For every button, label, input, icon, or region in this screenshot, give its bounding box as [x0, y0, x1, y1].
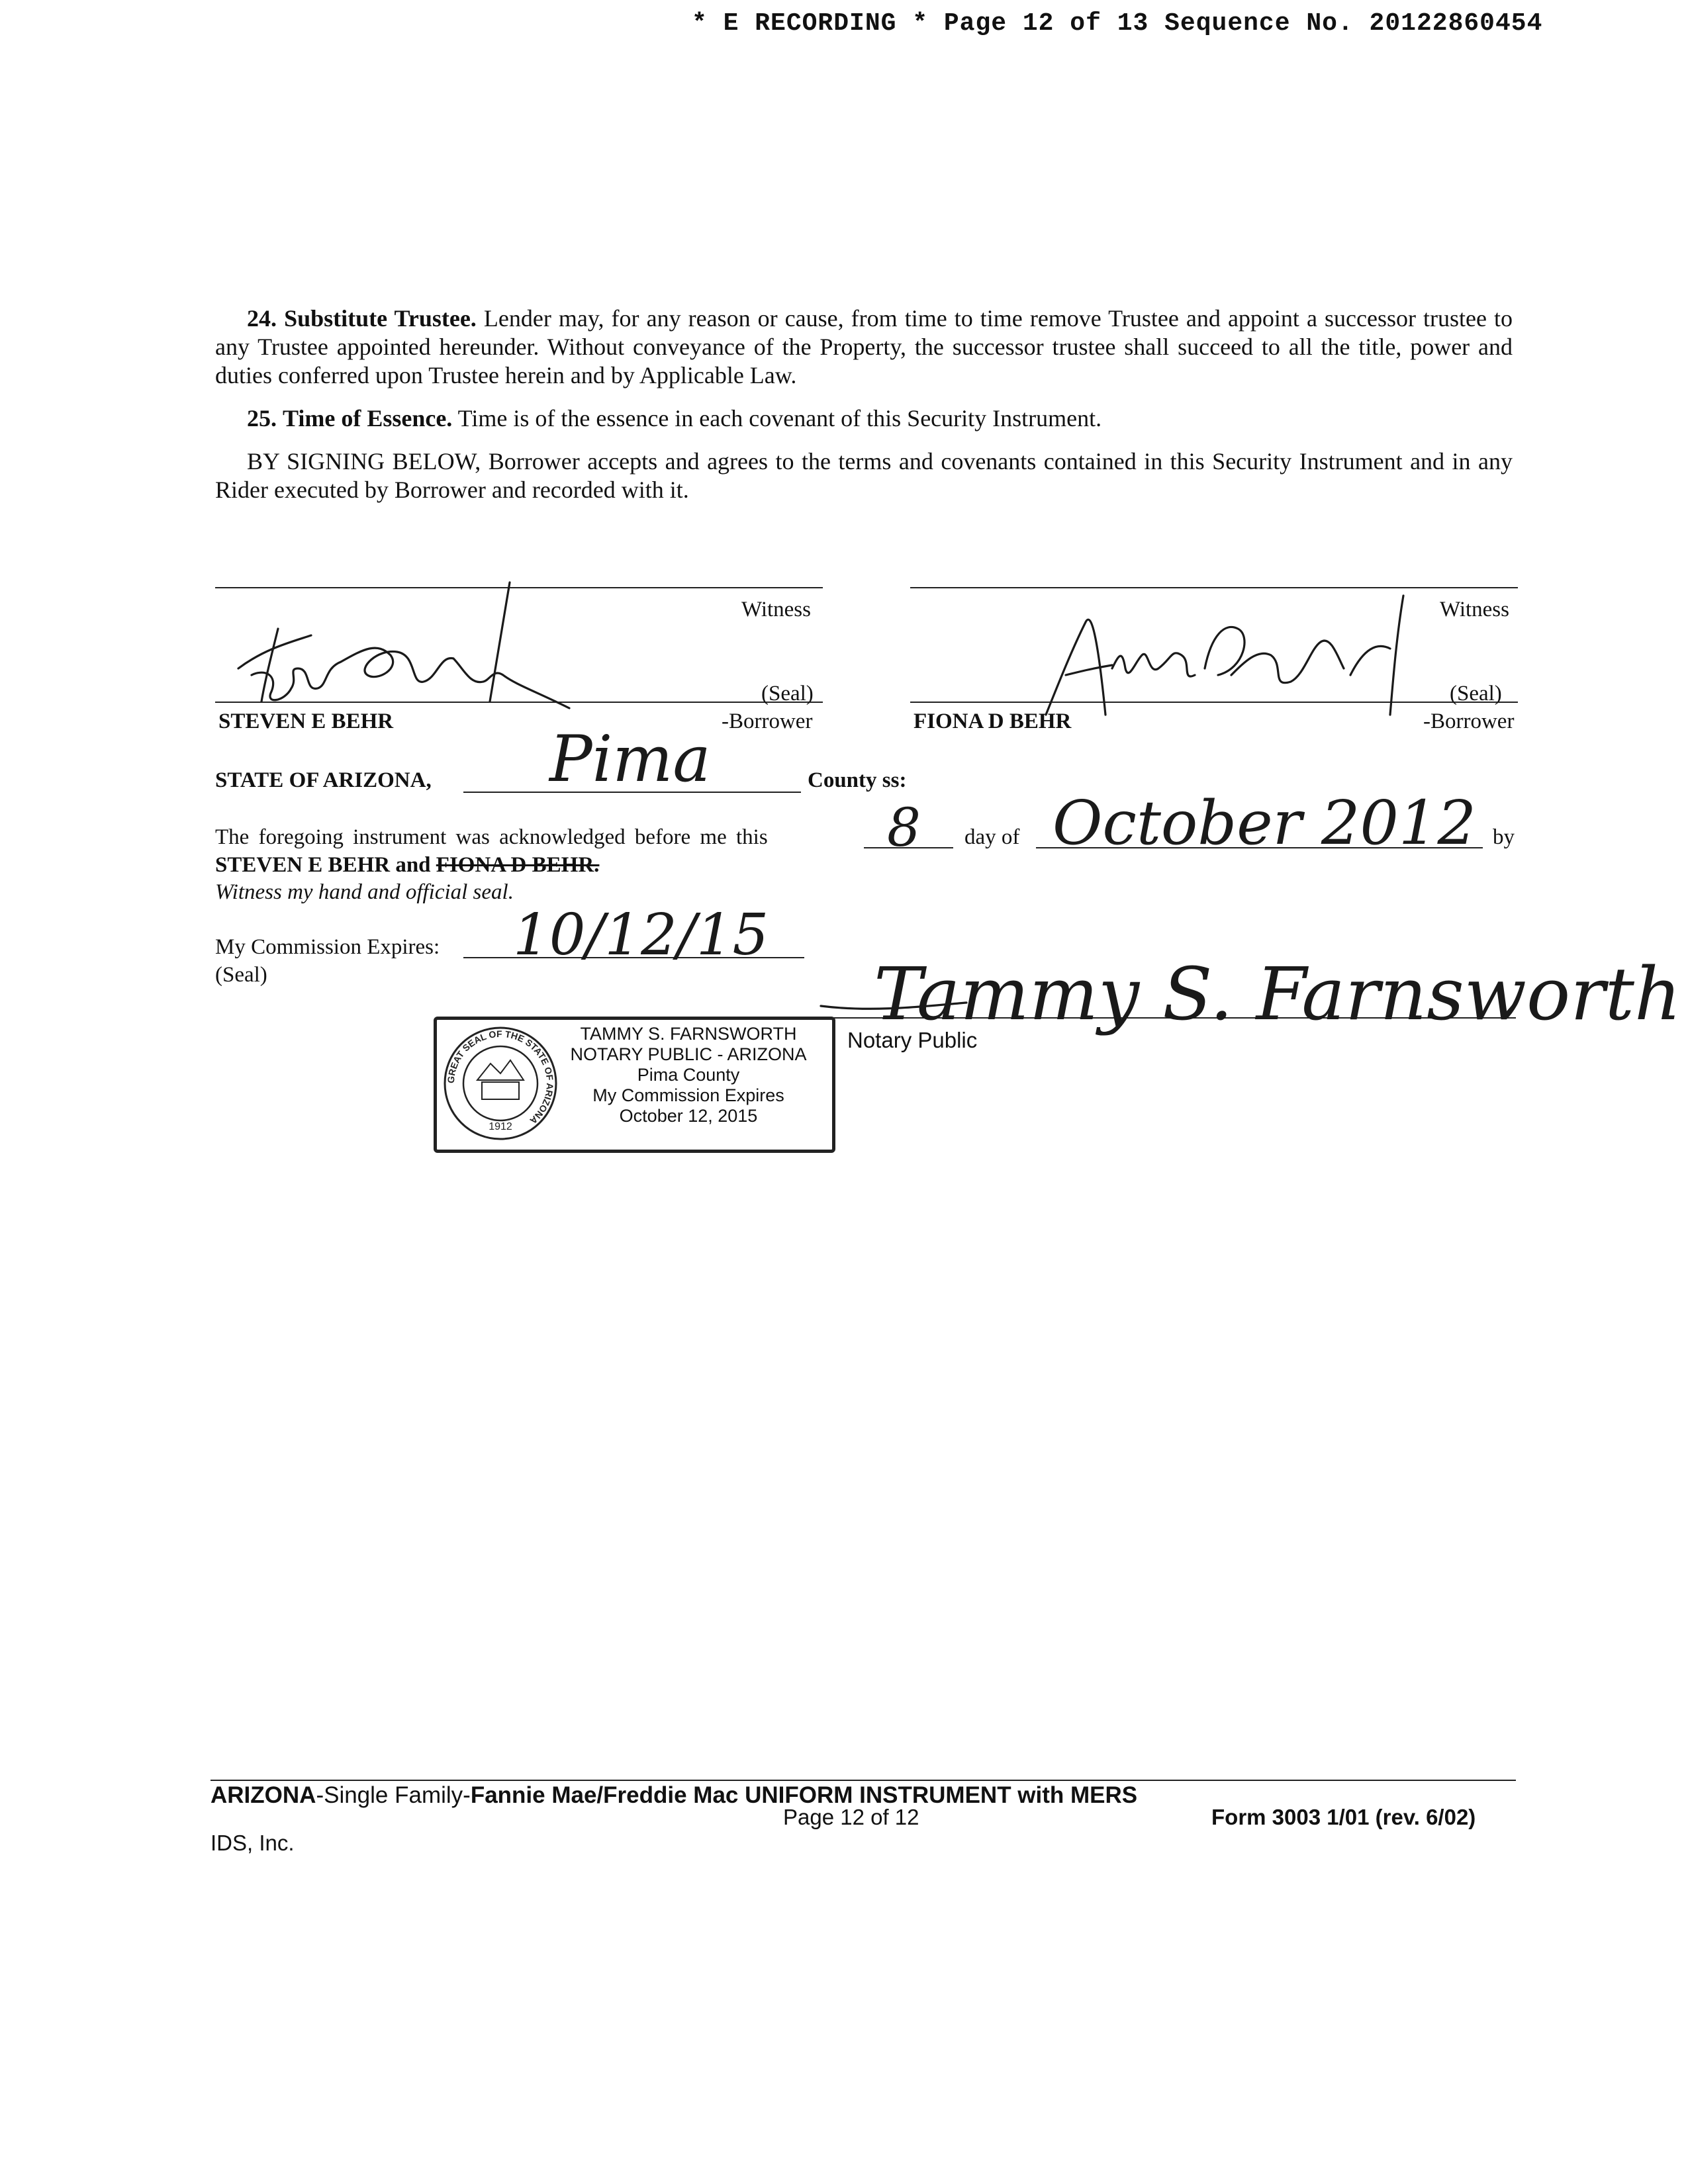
seal-label: (Seal): [1450, 682, 1502, 705]
day-handwritten: [874, 794, 947, 858]
svg-text:Pima: Pima: [549, 722, 711, 796]
section-text: Time is of the essence in each covenant of this Security Instrument.: [457, 405, 1102, 432]
witness-label: Witness: [741, 598, 811, 621]
foregoing-text: The foregoing instrument was acknowledged before me this: [215, 825, 768, 849]
witness-label: Witness: [1440, 598, 1509, 621]
stamp-notary-name: TAMMY S. FARNSWORTH: [580, 1024, 797, 1044]
svg-text:8: 8: [887, 797, 921, 858]
section-24: [215, 304, 1513, 390]
footer-form-type: -Single Family-: [316, 1782, 471, 1808]
steven-behr-signature: [225, 569, 596, 728]
commission-label: My Commission Expires:: [215, 935, 440, 959]
signing-statement-text: BY SIGNING BELOW, Borrower accepts and agrees to the terms and covenants contained in this Security Instrument and in any Rider executed by Borrower and recorded with it.: [215, 448, 1513, 503]
section-title: Substitute Trustee.: [284, 305, 477, 332]
section-25: [215, 404, 1513, 433]
footer-form-name: Fannie Mae/Freddie Mac UNIFORM INSTRUMENT with MERS: [470, 1782, 1138, 1808]
recording-banner: * E RECORDING * Page 12 of 13 Sequence No. 20122860454: [692, 9, 1543, 38]
stamp-commission-label: My Commission Expires: [592, 1085, 784, 1105]
acknowledgment-seal-label: (Seal): [215, 963, 267, 987]
county-label: County ss:: [808, 768, 907, 792]
fiona-behr-signature: [1006, 582, 1509, 735]
section-number: 24.: [247, 305, 277, 332]
section-text: Lender may, for any reason or cause, from time to time remove Trustee and appoint a successor trustee to any Trustee appointed hereunder. Without conveyance of the Property, the successor trustee shall succeed to all the title, power and duties conferred upon Trustee herein and by Applicable Law.: [215, 305, 1513, 388]
borrower-label: -Borrower: [722, 709, 813, 733]
borrower-name-1: STEVEN E BEHR: [218, 709, 394, 733]
state-label: STATE OF ARIZONA,: [215, 768, 432, 792]
stamp-commission-date: October 12, 2015: [619, 1106, 758, 1126]
acknowledged-names: [215, 853, 599, 878]
borrower-name-2: FIONA D BEHR: [914, 709, 1072, 733]
section-number: 25.: [247, 405, 277, 432]
acknowledged-name-1: STEVEN E BEHR and: [215, 853, 431, 877]
section-title: Time of Essence.: [283, 405, 453, 432]
seal-label: (Seal): [761, 682, 814, 705]
footer-vendor: IDS, Inc.: [211, 1831, 295, 1855]
footer-form-title: [211, 1782, 1137, 1809]
notary-public-label: Notary Public: [847, 1028, 978, 1052]
arizona-state-seal-icon: [441, 1024, 560, 1143]
footer-rule: [211, 1780, 1516, 1781]
commission-handwritten: [503, 900, 769, 968]
witness-hand-text: Witness my hand and official seal.: [215, 880, 514, 904]
notary-stamp: [434, 1017, 835, 1153]
svg-text:October 2012: October 2012: [1053, 788, 1477, 858]
stamp-county: Pima County: [637, 1065, 740, 1085]
footer-form-state: ARIZONA: [211, 1782, 316, 1808]
day-of-label: day of: [964, 825, 1020, 849]
footer-form-number: Form 3003 1/01 (rev. 6/02): [1211, 1805, 1476, 1829]
signing-statement: [215, 447, 1513, 504]
stamp-notary-title: NOTARY PUBLIC - ARIZONA: [570, 1044, 807, 1064]
svg-text:1912: 1912: [489, 1121, 512, 1132]
svg-text:10/12/15: 10/12/15: [513, 902, 769, 968]
by-label: by: [1493, 825, 1515, 849]
date-handwritten: [1039, 781, 1489, 858]
svg-text:GREAT SEAL OF THE STATE OF ARI: GREAT SEAL OF THE STATE OF ARIZONA: [445, 1028, 556, 1126]
borrower-label: -Borrower: [1423, 709, 1515, 733]
footer-page-number: Page 12 of 12: [783, 1805, 919, 1829]
struck-name: FIONA D BEHR.: [436, 853, 600, 877]
svg-text:Tammy S. Farnsworth: Tammy S. Farnsworth: [874, 952, 1681, 1036]
county-handwritten: [543, 718, 715, 797]
stamp-text: [546, 1024, 831, 1126]
